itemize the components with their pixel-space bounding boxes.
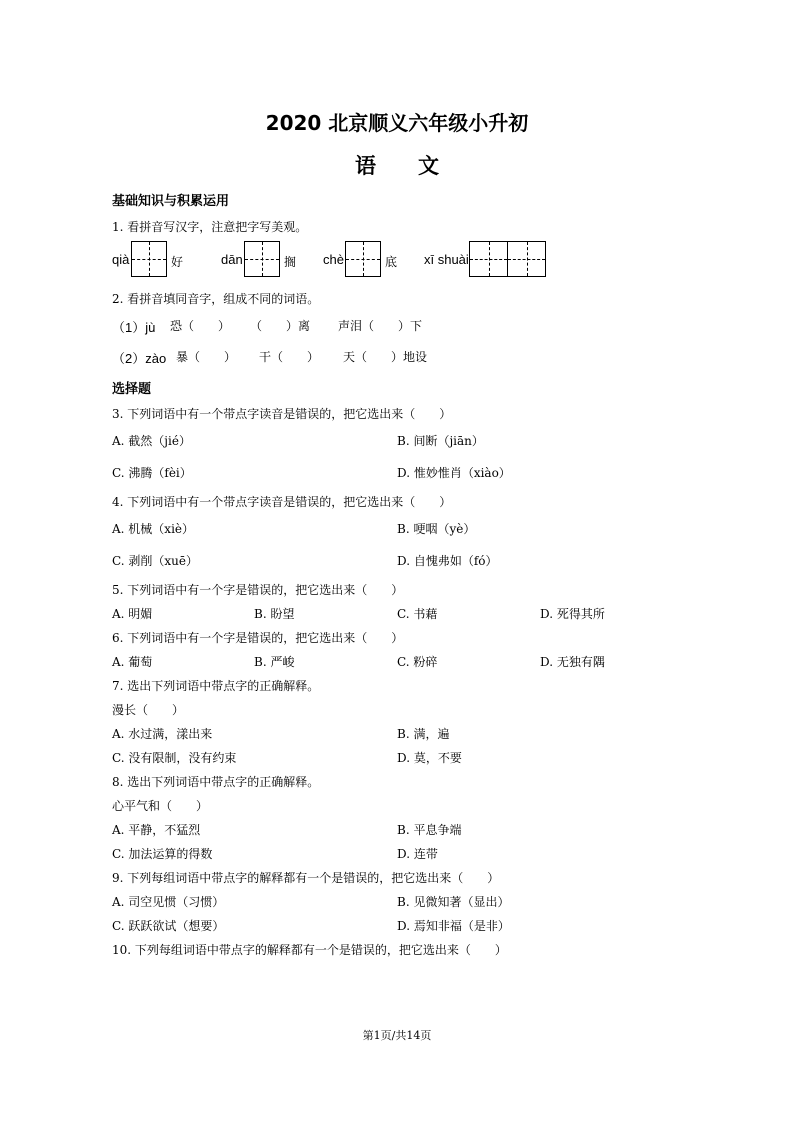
- q1-tail-3: 底: [385, 255, 398, 269]
- section-heading-choice: 选择题: [112, 382, 152, 397]
- q5-option-b[interactable]: B. 盼望: [254, 607, 295, 621]
- q3-option-d[interactable]: D. 惟妙惟肖（xiào）: [397, 466, 511, 480]
- q6-option-b[interactable]: B. 严峻: [254, 655, 295, 669]
- q1-tail-2: 搁: [284, 255, 297, 269]
- q7-option-c[interactable]: C. 没有限制，没有约束: [112, 751, 237, 765]
- q2-row2-a[interactable]: 暴（ ）: [176, 350, 237, 364]
- subject-title: 语 文: [355, 153, 439, 178]
- q4-option-c[interactable]: C. 剥削（xuē）: [112, 554, 198, 568]
- section-heading-basics: 基础知识与积累运用: [112, 194, 230, 209]
- q5-option-c[interactable]: C. 书藉: [397, 607, 438, 621]
- q1-writing-grid-1[interactable]: [131, 241, 167, 277]
- question-9-text: 9. 下列每组词语中带点字的解释都有一个是错误的，把它选出来（ ）: [112, 871, 500, 885]
- q5-option-d[interactable]: D. 死得其所: [540, 607, 605, 621]
- q1-writing-grid-3[interactable]: [345, 241, 381, 277]
- q2-row1-label: [112, 317, 155, 336]
- q5-option-a[interactable]: A. 明媚: [112, 607, 153, 621]
- q2-row2-pinyin: （2）zào: [112, 351, 167, 366]
- q1-pinyin-4: xī shuài: [424, 252, 469, 267]
- q2-row1-a[interactable]: 恐（ ）: [170, 319, 231, 333]
- question-2-text: 2. 看拼音填同音字，组成不同的词语。: [112, 292, 320, 306]
- q7-option-b[interactable]: B. 满，遍: [397, 727, 450, 741]
- question-10-text: 10. 下列每组词语中带点字的解释都有一个是错误的，把它选出来（ ）: [112, 943, 507, 957]
- q2-row1-b[interactable]: （ ）离: [250, 319, 311, 333]
- q4-option-d[interactable]: D. 自愧弗如（fó）: [397, 554, 498, 568]
- q4-option-b[interactable]: B. 哽咽（yè）: [397, 522, 476, 536]
- q8-option-d[interactable]: D. 连带: [397, 847, 438, 861]
- question-7-text: 7. 选出下列词语中带点字的正确解释。: [112, 679, 320, 693]
- q4-option-a[interactable]: A. 机械（xiè）: [112, 522, 195, 536]
- q7-option-a[interactable]: A. 水过满，漾出来: [112, 727, 213, 741]
- q6-option-c[interactable]: C. 粉碎: [397, 655, 438, 669]
- q2-row1-pinyin: （1）jù: [112, 320, 156, 335]
- page-title: 2020 北京顺义六年级小升初: [265, 111, 529, 135]
- q1-writing-grid-2[interactable]: [244, 241, 280, 277]
- question-6-text: 6. 下列词语中有一个字是错误的，把它选出来（ ）: [112, 631, 404, 645]
- q1-writing-grid-4a[interactable]: [469, 241, 508, 277]
- q9-option-b[interactable]: B. 见微知著（显出）: [397, 895, 510, 909]
- q6-option-d[interactable]: D. 无独有隅: [540, 655, 605, 669]
- question-4-text: 4. 下列词语中有一个带点字读音是错误的，把它选出来（ ）: [112, 495, 452, 509]
- q2-row1-c[interactable]: 声泪（ ）下: [338, 319, 423, 333]
- q2-row2-b[interactable]: 干（ ）: [259, 350, 320, 364]
- q1-pinyin-3: chè: [323, 252, 344, 267]
- q1-pinyin-2: dān: [221, 252, 243, 267]
- q9-option-d[interactable]: D. 焉知非福（是非）: [397, 919, 510, 933]
- q8-option-c[interactable]: C. 加法运算的得数: [112, 847, 213, 861]
- q8-option-a[interactable]: A. 平静，不猛烈: [112, 823, 201, 837]
- page-number: 第1页/共14页: [362, 1029, 432, 1042]
- question-8-text: 8. 选出下列词语中带点字的正确解释。: [112, 775, 320, 789]
- q7-word: 漫长（ ）: [112, 703, 185, 717]
- q3-option-b[interactable]: B. 间断（jiān）: [397, 434, 484, 448]
- q1-tail-1: 好: [171, 255, 184, 269]
- q9-option-a[interactable]: A. 司空见惯（习惯）: [112, 895, 225, 909]
- q2-row2-c[interactable]: 天（ ）地设: [343, 350, 428, 364]
- question-5-text: 5. 下列词语中有一个字是错误的，把它选出来（ ）: [112, 583, 404, 597]
- question-1-text: 1. 看拼音写汉字，注意把字写美观。: [112, 220, 308, 234]
- q3-option-c[interactable]: C. 沸腾（fèi）: [112, 466, 192, 480]
- q7-option-d[interactable]: D. 莫，不要: [397, 751, 462, 765]
- q2-row2-label: [112, 348, 166, 367]
- q1-writing-grid-4b[interactable]: [507, 241, 546, 277]
- question-3-text: 3. 下列词语中有一个带点字读音是错误的，把它选出来（ ）: [112, 407, 452, 421]
- q6-option-a[interactable]: A. 葡萄: [112, 655, 153, 669]
- q8-option-b[interactable]: B. 平息争端: [397, 823, 462, 837]
- q9-option-c[interactable]: C. 跃跃欲试（想要）: [112, 919, 225, 933]
- q3-option-a[interactable]: A. 截然（jié）: [112, 434, 191, 448]
- q8-word: 心平气和（ ）: [112, 799, 209, 813]
- q1-pinyin-1: qià: [112, 252, 130, 267]
